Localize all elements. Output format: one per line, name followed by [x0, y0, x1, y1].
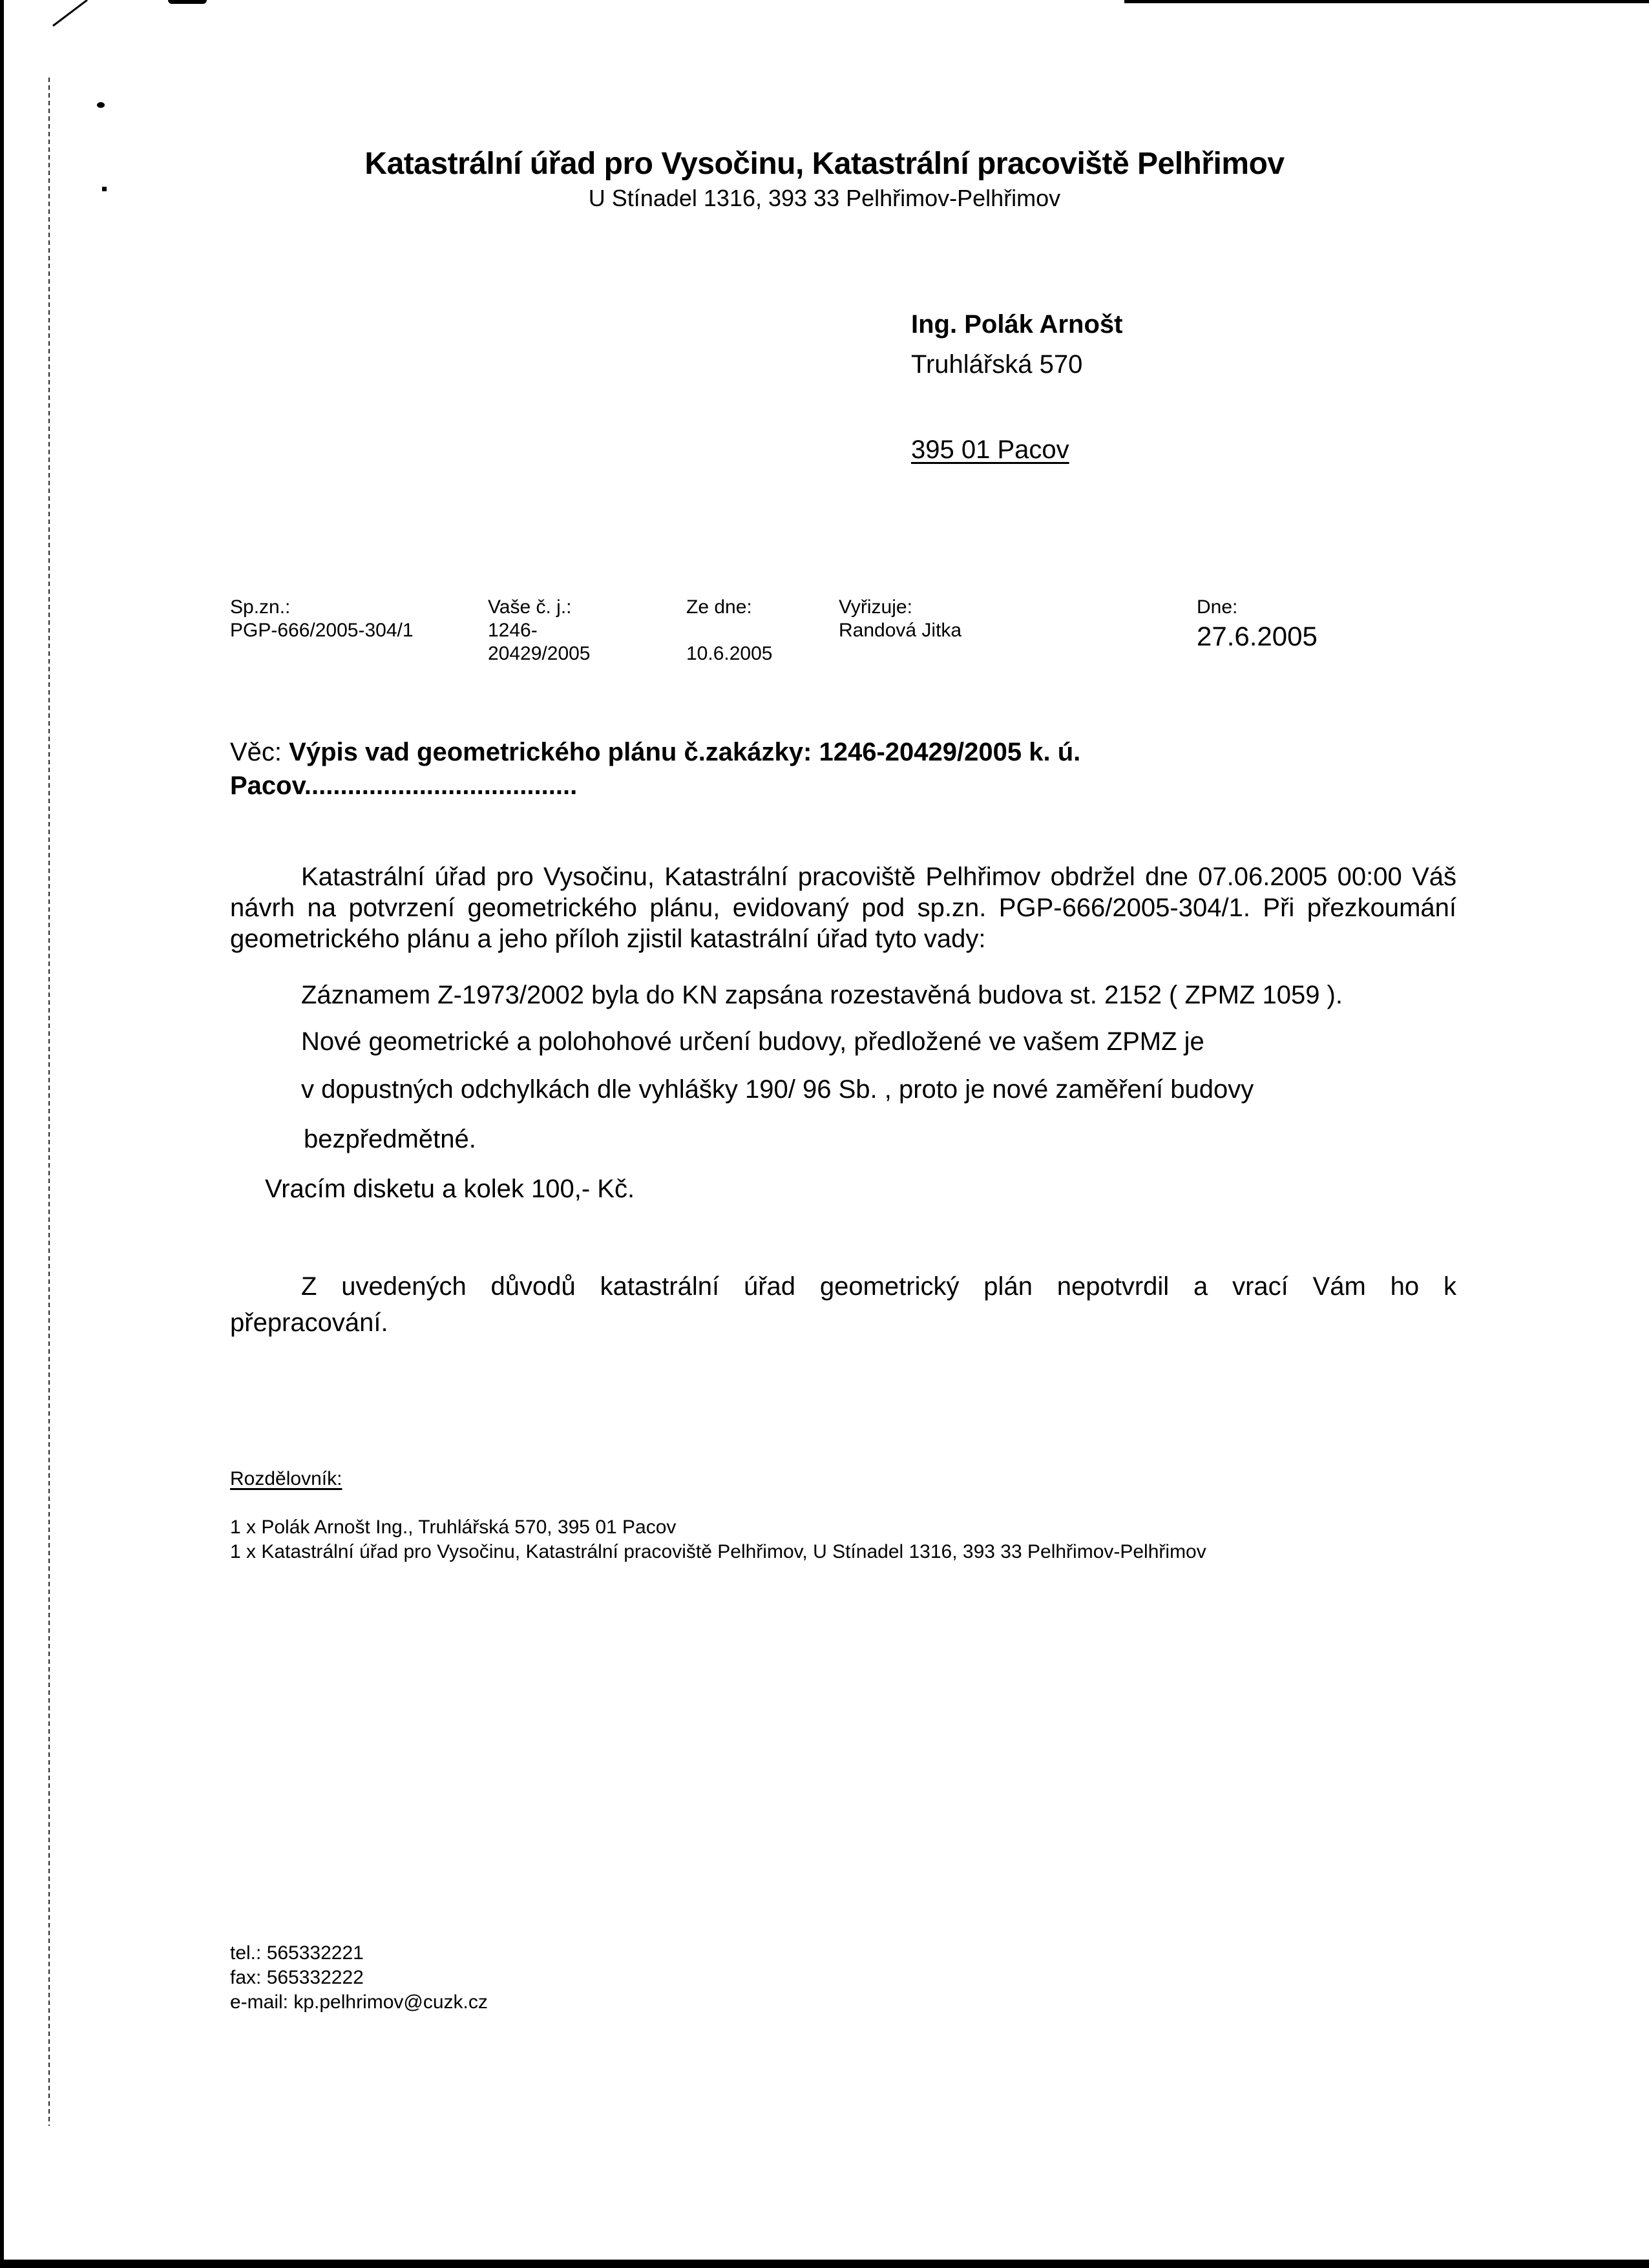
subject-prefix: Věc:	[230, 738, 289, 766]
scan-punch-mark	[97, 102, 105, 108]
recipient-street: Truhlářská 570	[911, 350, 1083, 379]
reference-value: 27.6.2005	[1197, 621, 1318, 651]
subject-line	[230, 735, 1199, 803]
distribution-list	[230, 1515, 1206, 1564]
contact-tel: tel.: 565332221	[230, 1942, 364, 1964]
reference-value: PGP-666/2005-304/1	[230, 620, 414, 641]
reference-value: 10.6.2005	[686, 643, 773, 664]
defect-line: bezpředmětné.	[304, 1125, 476, 1153]
subject-text: Výpis vad geometrického plánu č.zakázky: 1246-20429/2005 k. ú. Pacov......................................	[230, 738, 1081, 800]
distribution-title: Rozdělovník:	[230, 1468, 342, 1489]
reference-value: 20429/2005	[488, 643, 591, 664]
defect-line: Nové geometrické a polohohové určení budovy, předložené ve vašem ZPMZ je	[301, 1027, 1204, 1056]
reference-sp-zn	[230, 596, 414, 642]
reference-vyrizuje	[839, 596, 961, 642]
distribution-item: 1 x Polák Arnošt Ing., Truhlářská 570, 395 01 Pacov	[230, 1517, 677, 1538]
conclusion-paragraph: Z uvedených důvodů katastrální úřad geometrický plán nepotvrdil a vrací Vám ho k přepracování.	[230, 1272, 1456, 1337]
defect-line: Záznamem Z-1973/2002 byla do KN zapsána rozestavěná budova st. 2152 ( ZPMZ 1059 ).	[301, 981, 1343, 1009]
contact-fax: fax: 565332222	[230, 1967, 364, 1988]
reference-value: Randová Jitka	[839, 620, 962, 641]
reference-label: Vaše č. j.:	[488, 596, 572, 618]
office-title: Katastrální úřad pro Vysočinu, Katastrální pracoviště Pelhřimov	[364, 147, 1285, 181]
recipient-postal-city: 395 01 Pacov	[911, 436, 1069, 464]
distribution-item: 1 x Katastrální úřad pro Vysočinu, Katastrální pracoviště Pelhřimov, U Stínadel 1316, 393 33 Pelhřimov-Pelhřimov	[230, 1541, 1206, 1562]
scan-edge-top	[1124, 0, 1649, 3]
office-address: U Stínadel 1316, 393 33 Pelhřimov-Pelhřimov	[588, 185, 1061, 211]
scan-edge-bottom	[0, 2260, 1649, 2268]
reference-ze-dne	[686, 596, 772, 666]
reference-vase-cj	[488, 596, 591, 666]
reference-value: 1246-	[488, 620, 538, 641]
returned-items-note: Vracím disketu a kolek 100,- Kč.	[265, 1175, 635, 1203]
reference-label: Sp.zn.:	[230, 596, 291, 618]
reference-dne	[1197, 596, 1318, 653]
scan-edge-left	[0, 0, 4, 2268]
contact-email: e-mail: kp.pelhrimov@cuzk.cz	[230, 1991, 488, 2013]
recipient-address-block	[911, 309, 1122, 465]
reference-label: Ze dne:	[686, 596, 752, 618]
intro-paragraph: Katastrální úřad pro Vysočinu, Katastrální pracoviště Pelhřimov obdržel dne 07.06.2005 00:00 Váš návrh na potvrzení geometrického plánu, evidovaný pod sp.zn. PGP-666/2005-304/1. Při přezkoumání geometrického plánu a jeho příloh zjistil katastrální úřad tyto vady:	[230, 863, 1456, 953]
scan-corner-stroke	[52, 0, 90, 29]
scan-fold-line	[48, 78, 50, 2126]
defect-line: v dopustných odchylkách dle vyhlášky 190/ 96 Sb. , proto je nové zaměření budovy	[301, 1075, 1254, 1104]
scan-smudge-top	[168, 0, 207, 4]
contact-block	[230, 1941, 488, 2015]
reference-label: Vyřizuje:	[839, 596, 912, 618]
reference-label: Dne:	[1197, 596, 1238, 618]
recipient-name: Ing. Polák Arnošt	[911, 310, 1123, 339]
